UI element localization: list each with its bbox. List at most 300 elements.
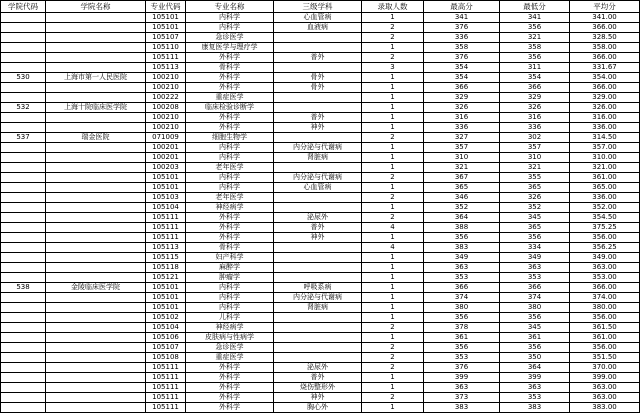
max-score-cell: 357 [424, 143, 500, 153]
school-code-cell: 537 [1, 133, 46, 143]
major-name-cell: 外科学 [186, 383, 274, 393]
subdiscipline-cell: 肾脏病 [274, 303, 362, 313]
major-name-cell: 临床检验诊断学 [186, 103, 274, 113]
max-score-cell: 376 [424, 23, 500, 33]
school-name-cell [46, 183, 146, 193]
avg-score-cell: 358.00 [570, 43, 640, 53]
min-score-cell: 380 [500, 303, 570, 313]
major-name-cell: 急诊医学 [186, 33, 274, 43]
subdiscipline-cell: 骨外 [274, 83, 362, 93]
school-code-cell [1, 163, 46, 173]
school-name-cell [46, 333, 146, 343]
subdiscipline-cell: 血液病 [274, 23, 362, 33]
major-code-cell: 105111 [146, 363, 186, 373]
admitted-count-cell: 2 [362, 53, 424, 63]
major-code-cell: 100222 [146, 93, 186, 103]
major-code-cell: 105101 [146, 303, 186, 313]
school-code-cell [1, 193, 46, 203]
max-score-cell: 374 [424, 293, 500, 303]
major-code-cell: 105110 [146, 43, 186, 53]
major-name-cell: 重症医学 [186, 353, 274, 363]
header-row [1, 1, 640, 13]
major-name-cell: 内科学 [186, 283, 274, 293]
major-name-cell: 骨科学 [186, 243, 274, 253]
admitted-count-cell: 4 [362, 223, 424, 233]
max-score-cell: 356 [424, 313, 500, 323]
school-code-cell [1, 183, 46, 193]
school-name-cell [46, 323, 146, 333]
table-row [1, 223, 640, 233]
min-score-cell: 356 [500, 53, 570, 63]
major-name-cell: 老年医学 [186, 163, 274, 173]
max-score-cell: 376 [424, 363, 500, 373]
school-name-cell: 上海十院临床医学院 [46, 103, 146, 113]
admitted-count-cell: 1 [362, 313, 424, 323]
avg-score-cell: 366.00 [570, 283, 640, 293]
subdiscipline-cell [274, 203, 362, 213]
table-row [1, 193, 640, 203]
subdiscipline-cell [274, 133, 362, 143]
avg-score-cell: 363.00 [570, 393, 640, 403]
major-code-cell: 100210 [146, 83, 186, 93]
major-name-cell: 重症医学 [186, 93, 274, 103]
school-code-cell [1, 323, 46, 333]
table-row [1, 123, 640, 133]
table-row [1, 253, 640, 263]
school-name-cell [46, 383, 146, 393]
school-name-cell: 金陵临床医学院 [46, 283, 146, 293]
avg-score-cell: 356.00 [570, 313, 640, 323]
major-code-cell: 105107 [146, 33, 186, 43]
subdiscipline-cell: 神外 [274, 393, 362, 403]
subdiscipline-cell: 泌尿外 [274, 213, 362, 223]
max-score-cell: 346 [424, 193, 500, 203]
avg-score-cell: 336.00 [570, 123, 640, 133]
major-code-cell: 105101 [146, 283, 186, 293]
major-name-cell: 内科学 [186, 293, 274, 303]
admitted-count-cell: 2 [362, 363, 424, 373]
school-code-cell [1, 393, 46, 403]
major-name-cell: 老年医学 [186, 193, 274, 203]
avg-score-cell: 361.00 [570, 173, 640, 183]
school-code-cell [1, 123, 46, 133]
school-name-cell [46, 143, 146, 153]
max-score-cell: 356 [424, 343, 500, 353]
table-row [1, 213, 640, 223]
subdiscipline-cell: 神外 [274, 233, 362, 243]
subdiscipline-cell: 普外 [274, 223, 362, 233]
avg-score-cell: 366.00 [570, 83, 640, 93]
max-score-cell: 380 [424, 303, 500, 313]
major-code-cell: 105111 [146, 223, 186, 233]
school-code-cell [1, 313, 46, 323]
subdiscipline-cell: 内分泌与代谢病 [274, 293, 362, 303]
min-score-cell: 310 [500, 153, 570, 163]
avg-score-cell: 326.00 [570, 103, 640, 113]
major-name-cell: 肿瘤学 [186, 273, 274, 283]
admitted-count-cell: 1 [362, 103, 424, 113]
major-code-cell: 105113 [146, 243, 186, 253]
major-code-cell: 105111 [146, 383, 186, 393]
major-code-cell: 100210 [146, 73, 186, 83]
min-score-cell: 336 [500, 123, 570, 133]
min-score-cell: 355 [500, 173, 570, 183]
subdiscipline-cell [274, 33, 362, 43]
table-row [1, 373, 640, 383]
school-name-cell [46, 363, 146, 373]
min-score-cell: 358 [500, 43, 570, 53]
avg-score-cell: 349.00 [570, 253, 640, 263]
table-row [1, 63, 640, 73]
table-row [1, 333, 640, 343]
school-name-cell [46, 353, 146, 363]
subdiscipline-cell [274, 343, 362, 353]
admitted-count-cell: 1 [362, 333, 424, 343]
table-row [1, 403, 640, 413]
max-score-cell: 356 [424, 233, 500, 243]
school-code-cell [1, 263, 46, 273]
subdiscipline-cell [274, 93, 362, 103]
table-row [1, 263, 640, 273]
avg-score-cell: 356.25 [570, 243, 640, 253]
subdiscipline-cell [274, 253, 362, 263]
major-code-cell: 105101 [146, 173, 186, 183]
major-name-cell: 神经病学 [186, 203, 274, 213]
school-name-cell [46, 93, 146, 103]
school-code-cell [1, 53, 46, 63]
subdiscipline-cell [274, 43, 362, 53]
min-score-cell: 311 [500, 63, 570, 73]
max-score-cell: 316 [424, 113, 500, 123]
school-code-cell [1, 383, 46, 393]
subdiscipline-cell: 心血管病 [274, 13, 362, 23]
school-name-cell [46, 403, 146, 413]
school-code-cell [1, 23, 46, 33]
school-code-cell [1, 63, 46, 73]
major-name-cell: 麻醉学 [186, 263, 274, 273]
subdiscipline-cell [274, 163, 362, 173]
min-score-cell: 354 [500, 73, 570, 83]
major-code-cell: 105104 [146, 203, 186, 213]
admitted-count-cell: 1 [362, 233, 424, 243]
admitted-count-cell: 1 [362, 303, 424, 313]
avg-score-cell: 354.00 [570, 73, 640, 83]
avg-score-cell: 354.50 [570, 213, 640, 223]
avg-score-cell: 363.00 [570, 263, 640, 273]
school-code-cell [1, 373, 46, 383]
school-code-cell [1, 303, 46, 313]
max-score-cell: 366 [424, 83, 500, 93]
admitted-count-cell: 1 [362, 293, 424, 303]
table-row [1, 173, 640, 183]
major-name-cell: 内科学 [186, 173, 274, 183]
avg-score-cell: 357.00 [570, 143, 640, 153]
min-score-cell: 374 [500, 293, 570, 303]
school-name-cell [46, 123, 146, 133]
major-name-cell: 细胞生物学 [186, 133, 274, 143]
subdiscipline-cell: 泌尿外 [274, 363, 362, 373]
major-name-cell: 外科学 [186, 123, 274, 133]
major-code-cell: 105107 [146, 343, 186, 353]
major-code-cell: 105102 [146, 313, 186, 323]
avg-score-cell: 361.50 [570, 323, 640, 333]
subdiscipline-cell: 普外 [274, 113, 362, 123]
admitted-count-cell: 1 [362, 383, 424, 393]
table-row [1, 53, 640, 63]
min-score-cell: 341 [500, 13, 570, 23]
admitted-count-cell: 2 [362, 133, 424, 143]
table-row [1, 323, 640, 333]
admitted-count-cell: 2 [362, 173, 424, 183]
table-row [1, 163, 640, 173]
school-code-cell [1, 203, 46, 213]
table-row [1, 103, 640, 113]
subdiscipline-cell: 胸心外 [274, 403, 362, 413]
max-score-cell: 373 [424, 393, 500, 403]
major-code-cell: 105101 [146, 183, 186, 193]
school-code-cell [1, 253, 46, 263]
subdiscipline-cell: 神外 [274, 123, 362, 133]
school-code-cell [1, 173, 46, 183]
avg-score-cell: 366.00 [570, 23, 640, 33]
admitted-count-cell: 1 [362, 373, 424, 383]
school-name-cell [46, 153, 146, 163]
major-code-cell: 105113 [146, 63, 186, 73]
major-code-cell: 105111 [146, 403, 186, 413]
subdiscipline-cell [274, 243, 362, 253]
col-header-school-name: 学院名称 [46, 1, 146, 13]
admitted-count-cell: 1 [362, 123, 424, 133]
max-score-cell: 363 [424, 383, 500, 393]
admitted-count-cell: 1 [362, 263, 424, 273]
avg-score-cell: 366.00 [570, 53, 640, 63]
school-name-cell [46, 203, 146, 213]
major-name-cell: 外科学 [186, 393, 274, 403]
major-name-cell: 儿科学 [186, 313, 274, 323]
major-name-cell: 骨科学 [186, 63, 274, 73]
admitted-count-cell: 2 [362, 193, 424, 203]
table-row [1, 233, 640, 243]
avg-score-cell: 356.00 [570, 233, 640, 243]
table-row [1, 93, 640, 103]
major-code-cell: 105111 [146, 393, 186, 403]
min-score-cell: 345 [500, 213, 570, 223]
major-name-cell: 内科学 [186, 13, 274, 23]
admitted-count-cell: 1 [362, 153, 424, 163]
col-header-max-score: 最高分 [424, 1, 500, 13]
table-row [1, 43, 640, 53]
school-code-cell: 538 [1, 283, 46, 293]
school-code-cell [1, 33, 46, 43]
subdiscipline-cell: 心血管病 [274, 183, 362, 193]
major-name-cell: 内科学 [186, 153, 274, 163]
max-score-cell: 365 [424, 183, 500, 193]
school-code-cell: 530 [1, 73, 46, 83]
major-code-cell: 105101 [146, 293, 186, 303]
school-name-cell [46, 273, 146, 283]
major-code-cell: 100201 [146, 153, 186, 163]
subdiscipline-cell [274, 313, 362, 323]
school-code-cell [1, 43, 46, 53]
min-score-cell: 326 [500, 103, 570, 113]
major-name-cell: 外科学 [186, 373, 274, 383]
school-code-cell [1, 223, 46, 233]
school-name-cell: 瑞金医院 [46, 133, 146, 143]
major-code-cell: 100208 [146, 103, 186, 113]
min-score-cell: 399 [500, 373, 570, 383]
subdiscipline-cell [274, 353, 362, 363]
major-code-cell: 071009 [146, 133, 186, 143]
table-body [1, 13, 640, 413]
avg-score-cell: 399.00 [570, 373, 640, 383]
min-score-cell: 356 [500, 23, 570, 33]
admitted-count-cell: 1 [362, 203, 424, 213]
avg-score-cell: 351.50 [570, 353, 640, 363]
admitted-count-cell: 2 [362, 343, 424, 353]
min-score-cell: 349 [500, 253, 570, 263]
max-score-cell: 388 [424, 223, 500, 233]
subdiscipline-cell: 内分泌与代谢病 [274, 143, 362, 153]
min-score-cell: 365 [500, 183, 570, 193]
school-name-cell [46, 223, 146, 233]
major-name-cell: 内科学 [186, 23, 274, 33]
max-score-cell: 354 [424, 73, 500, 83]
table-row [1, 13, 640, 23]
major-code-cell: 105115 [146, 253, 186, 263]
major-name-cell: 内科学 [186, 303, 274, 313]
avg-score-cell: 328.50 [570, 33, 640, 43]
school-name-cell [46, 213, 146, 223]
major-name-cell: 康复医学与理疗学 [186, 43, 274, 53]
subdiscipline-cell: 内分泌与代谢病 [274, 173, 362, 183]
table-row [1, 303, 640, 313]
school-code-cell [1, 83, 46, 93]
min-score-cell: 345 [500, 323, 570, 333]
max-score-cell: 329 [424, 93, 500, 103]
admitted-count-cell: 1 [362, 403, 424, 413]
major-code-cell: 105111 [146, 373, 186, 383]
col-header-major-name: 专业名称 [186, 1, 274, 13]
school-name-cell [46, 53, 146, 63]
major-name-cell: 外科学 [186, 73, 274, 83]
school-code-cell [1, 293, 46, 303]
col-header-major-code: 专业代码 [146, 1, 186, 13]
col-header-admitted-count: 录取人数 [362, 1, 424, 13]
admitted-count-cell: 1 [362, 13, 424, 23]
col-header-school-code: 学院代码 [1, 1, 46, 13]
min-score-cell: 329 [500, 93, 570, 103]
school-name-cell [46, 83, 146, 93]
admitted-count-cell: 1 [362, 183, 424, 193]
table-row [1, 83, 640, 93]
subdiscipline-cell: 普外 [274, 53, 362, 63]
avg-score-cell: 356.00 [570, 343, 640, 353]
min-score-cell: 356 [500, 233, 570, 243]
table-row [1, 243, 640, 253]
major-name-cell: 外科学 [186, 233, 274, 243]
school-code-cell [1, 93, 46, 103]
subdiscipline-cell [274, 273, 362, 283]
school-code-cell: 532 [1, 103, 46, 113]
major-name-cell: 神经病学 [186, 323, 274, 333]
school-name-cell [46, 253, 146, 263]
avg-score-cell: 336.00 [570, 193, 640, 203]
max-score-cell: 327 [424, 133, 500, 143]
subdiscipline-cell [274, 63, 362, 73]
school-name-cell [46, 173, 146, 183]
school-name-cell [46, 303, 146, 313]
min-score-cell: 316 [500, 113, 570, 123]
max-score-cell: 326 [424, 103, 500, 113]
max-score-cell: 376 [424, 53, 500, 63]
school-code-cell [1, 343, 46, 353]
major-code-cell: 105104 [146, 323, 186, 333]
major-name-cell: 外科学 [186, 403, 274, 413]
avg-score-cell: 380.00 [570, 303, 640, 313]
admitted-count-cell: 2 [362, 353, 424, 363]
subdiscipline-cell [274, 263, 362, 273]
max-score-cell: 353 [424, 353, 500, 363]
min-score-cell: 357 [500, 143, 570, 153]
max-score-cell: 341 [424, 13, 500, 23]
major-name-cell: 外科学 [186, 83, 274, 93]
school-name-cell [46, 343, 146, 353]
min-score-cell: 352 [500, 203, 570, 213]
avg-score-cell: 361.00 [570, 333, 640, 343]
max-score-cell: 366 [424, 283, 500, 293]
avg-score-cell: 341.00 [570, 13, 640, 23]
major-name-cell: 内科学 [186, 143, 274, 153]
max-score-cell: 364 [424, 213, 500, 223]
max-score-cell: 363 [424, 263, 500, 273]
table-row [1, 383, 640, 393]
avg-score-cell: 363.00 [570, 383, 640, 393]
school-code-cell [1, 233, 46, 243]
max-score-cell: 336 [424, 123, 500, 133]
admitted-count-cell: 2 [362, 393, 424, 403]
avg-score-cell: 310.00 [570, 153, 640, 163]
subdiscipline-cell [274, 103, 362, 113]
table-row [1, 113, 640, 123]
admitted-count-cell: 1 [362, 253, 424, 263]
school-name-cell [46, 373, 146, 383]
major-code-cell: 105103 [146, 193, 186, 203]
school-name-cell [46, 13, 146, 23]
table-row [1, 283, 640, 293]
school-code-cell [1, 13, 46, 23]
subdiscipline-cell: 骨外 [274, 73, 362, 83]
col-header-min-score: 最低分 [500, 1, 570, 13]
admitted-count-cell: 1 [362, 73, 424, 83]
major-code-cell: 100203 [146, 163, 186, 173]
min-score-cell: 321 [500, 163, 570, 173]
max-score-cell: 378 [424, 323, 500, 333]
table-row [1, 293, 640, 303]
table-row [1, 23, 640, 33]
avg-score-cell: 353.00 [570, 273, 640, 283]
min-score-cell: 350 [500, 353, 570, 363]
min-score-cell: 334 [500, 243, 570, 253]
max-score-cell: 383 [424, 243, 500, 253]
school-code-cell [1, 333, 46, 343]
min-score-cell: 302 [500, 133, 570, 143]
major-name-cell: 妇产科学 [186, 253, 274, 263]
min-score-cell: 363 [500, 383, 570, 393]
min-score-cell: 364 [500, 363, 570, 373]
avg-score-cell: 374.00 [570, 293, 640, 303]
major-code-cell: 100210 [146, 113, 186, 123]
school-name-cell [46, 43, 146, 53]
